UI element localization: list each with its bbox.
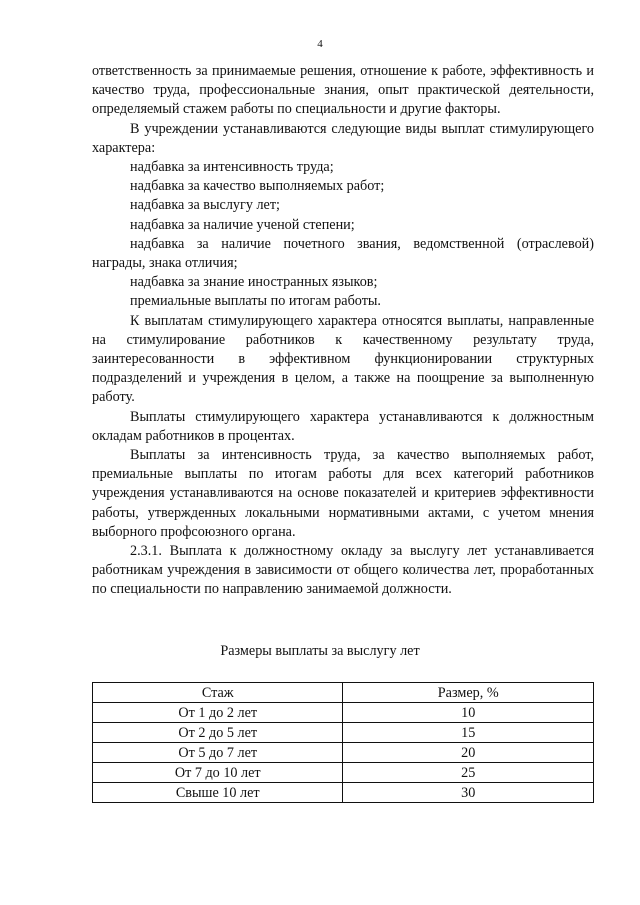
table-cell: 25: [343, 763, 594, 783]
seniority-table: [92, 682, 594, 803]
table-row: [93, 723, 594, 743]
paragraph: ответственность за принимаемые решения, отношение к работе, эффективность и качество труда, профессиональные знания, опыт практической деятельности, определяемый стажем работы по специальности и другие факторы.: [92, 63, 594, 118]
table-cell: 20: [343, 743, 594, 763]
table-cell: От 1 до 2 лет: [93, 703, 343, 723]
list-item: надбавка за качество выполняемых работ;: [130, 178, 385, 195]
table-row: [93, 783, 594, 803]
list-item: надбавка за интенсивность труда;: [130, 159, 334, 176]
table-row: [93, 763, 594, 783]
table-cell: Свыше 10 лет: [93, 783, 343, 803]
table-row: [93, 703, 594, 723]
list-item: премиальные выплаты по итогам работы.: [130, 293, 381, 310]
paragraph: Выплаты стимулирующего характера устанавливаются к должностным окладам работников в процентах.: [92, 408, 594, 444]
table-cell: От 2 до 5 лет: [93, 723, 343, 743]
table-cell: 30: [343, 783, 594, 803]
page-number: 4: [317, 38, 323, 50]
paragraph: 2.3.1. Выплата к должностному окладу за выслугу лет устанавливается работникам учреждения в зависимости от общего количества лет, проработанных по специальности по направлению занимаемой должности.: [92, 543, 594, 598]
table-cell: От 7 до 10 лет: [93, 763, 343, 783]
table-title: Размеры выплаты за выслугу лет: [220, 643, 420, 659]
table-cell: От 5 до 7 лет: [93, 743, 343, 763]
table-header-row: [93, 683, 594, 703]
column-header-experience: Стаж: [93, 683, 343, 703]
column-header-amount: Размер, %: [343, 683, 594, 703]
list-item: надбавка за знание иностранных языков;: [130, 274, 378, 291]
table-cell: 15: [343, 723, 594, 743]
table-row: [93, 743, 594, 763]
list-item: надбавка за выслугу лет;: [130, 197, 280, 214]
list-item: надбавка за наличие ученой степени;: [130, 216, 355, 233]
table-cell: 10: [343, 703, 594, 723]
list-item: надбавка за наличие почетного звания, ведомственной (отраслевой) награды, знака отличия;: [92, 235, 594, 272]
paragraph: Выплаты за интенсивность труда, за качество выполняемых работ, премиальные выплаты по итогам работы для всех категорий работников учреждения устанавливаются на основе показателей и критериев эффективности работы, утвержденных локальными нормативными актами, с учетом мнения выборного профсоюзного органа.: [92, 447, 594, 540]
paragraph: К выплатам стимулирующего характера относятся выплаты, направленные на стимулирование работников к качественному результату труда, заинтересованности в эффективном функционировании структурных подразделений и учреждения в целом, а также на поощрение за выполненную работу.: [92, 312, 594, 406]
paragraph: В учреждении устанавливаются следующие виды выплат стимулирующего характера:: [92, 120, 594, 156]
document-body: [92, 62, 594, 600]
